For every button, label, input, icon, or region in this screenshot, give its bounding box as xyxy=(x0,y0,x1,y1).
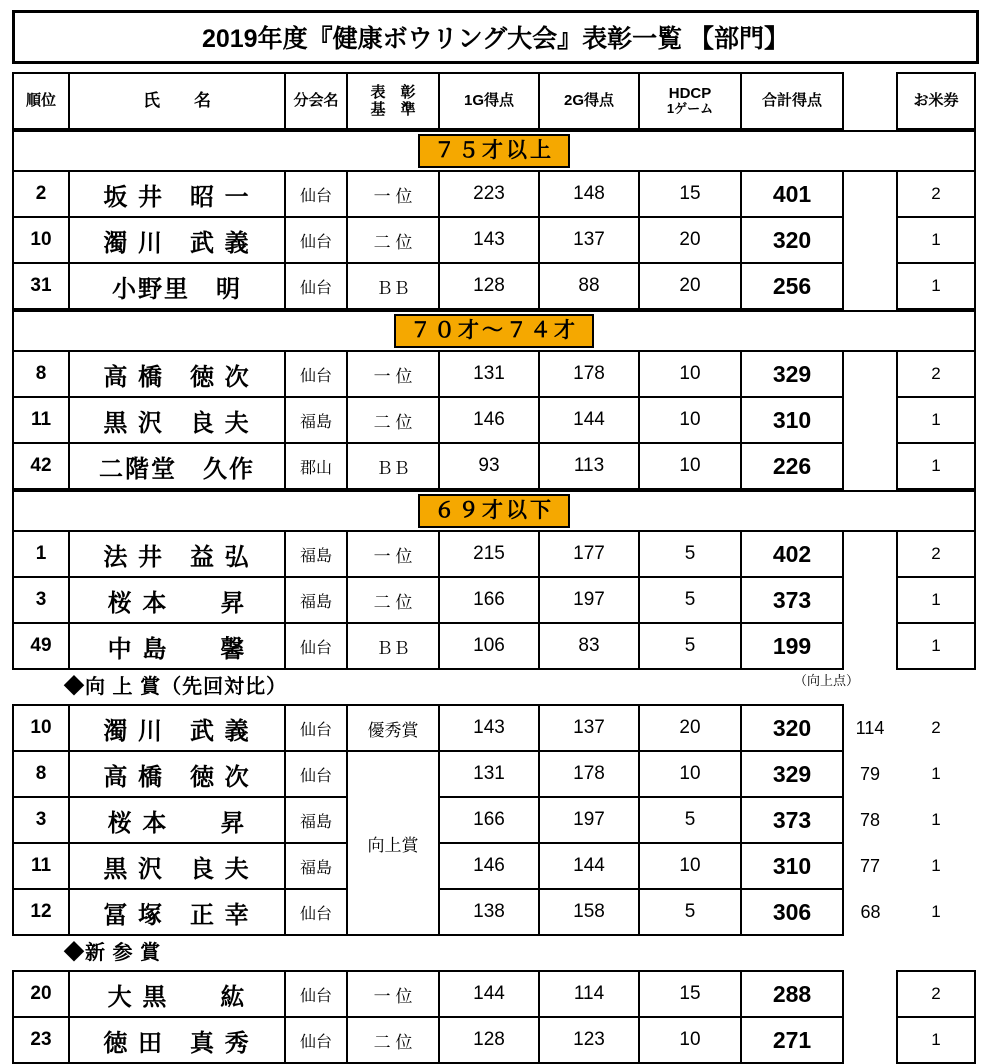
col-header-gain-spacer xyxy=(843,73,897,129)
newcomer-heading-row xyxy=(12,936,979,970)
cell-gain: 114 xyxy=(855,717,885,738)
cell-game2: 83 xyxy=(539,623,639,669)
cell-name: 二階堂 久作 xyxy=(69,443,285,489)
cell-rank: 11 xyxy=(13,843,69,889)
cell-rank: 20 xyxy=(13,971,69,1017)
cell-game2: 178 xyxy=(539,351,639,397)
table-row xyxy=(13,705,975,751)
cell-total: 320 xyxy=(741,217,843,263)
section-70-table xyxy=(12,310,976,490)
cell-game1: 138 xyxy=(439,889,539,935)
table-row xyxy=(13,531,975,577)
cell-branch: 仙台 xyxy=(285,1017,347,1063)
cell-hdcp: 5 xyxy=(639,623,741,669)
col-header-hdcp xyxy=(639,73,741,129)
col-header-hdcp-line1: HDCP xyxy=(668,84,712,102)
cell-hdcp: 10 xyxy=(639,1017,741,1063)
cell-game2: 144 xyxy=(539,397,639,443)
category-band-row xyxy=(13,131,975,171)
cell-rank: 12 xyxy=(13,889,69,935)
cell-gain-spacer xyxy=(843,577,897,623)
cell-hdcp: 5 xyxy=(639,797,741,843)
cell-game1: 143 xyxy=(439,705,539,751)
improvement-section xyxy=(12,670,979,936)
cell-name: 中 島 馨 xyxy=(69,623,285,669)
cell-rank: 8 xyxy=(13,351,69,397)
cell-gain-spacer xyxy=(843,397,897,443)
cell-branch: 仙台 xyxy=(285,889,347,935)
header-table xyxy=(12,72,976,130)
cell-branch: 福島 xyxy=(285,797,347,843)
cell-rice: 1 xyxy=(931,810,941,829)
cell-total: 373 xyxy=(741,577,843,623)
cell-game1: 223 xyxy=(439,171,539,217)
cell-award: 一 位 xyxy=(347,351,439,397)
page-title: 2019年度『健康ボウリング大会』表彰一覧 【部門】 xyxy=(201,25,790,53)
cell-name: 高 橋 徳 次 xyxy=(69,751,285,797)
cell-total: 310 xyxy=(741,843,843,889)
cell-game1: 144 xyxy=(439,971,539,1017)
cell-game1: 166 xyxy=(439,577,539,623)
cell-gain: 79 xyxy=(859,763,881,784)
cell-game1: 128 xyxy=(439,1017,539,1063)
cell-award: ＢＢ xyxy=(347,623,439,669)
cell-rank: 49 xyxy=(13,623,69,669)
cell-name: 濁 川 武 義 xyxy=(69,705,285,751)
cell-total: 310 xyxy=(741,397,843,443)
cell-game2: 148 xyxy=(539,171,639,217)
cell-gain: 68 xyxy=(860,901,881,922)
cell-hdcp: 20 xyxy=(639,217,741,263)
cell-rice: 2 xyxy=(931,718,941,737)
cell-game1: 93 xyxy=(439,443,539,489)
cell-rice: 1 xyxy=(931,764,941,783)
cell-total: 401 xyxy=(741,171,843,217)
table-row xyxy=(13,971,975,1017)
cell-total: 373 xyxy=(741,797,843,843)
category-band-row xyxy=(13,491,975,531)
cell-branch: 福島 xyxy=(285,397,347,443)
table-row xyxy=(13,397,975,443)
col-header-hdcp-line2: 1ゲーム xyxy=(666,101,714,117)
cell-gain-spacer xyxy=(843,623,897,669)
cell-rice: 2 xyxy=(897,351,975,397)
cell-hdcp: 15 xyxy=(639,171,741,217)
cell-game2: 197 xyxy=(539,577,639,623)
cell-gain: 77 xyxy=(859,855,881,876)
cell-award-excellent: 優秀賞 xyxy=(347,705,439,751)
cell-award: ＢＢ xyxy=(347,443,439,489)
cell-rice: 1 xyxy=(897,443,975,489)
cell-rank: 10 xyxy=(13,217,69,263)
cell-game2: 137 xyxy=(539,705,639,751)
cell-rank: 31 xyxy=(13,263,69,309)
cell-hdcp: 15 xyxy=(639,971,741,1017)
cell-award: 一 位 xyxy=(347,171,439,217)
cell-rank: 2 xyxy=(13,171,69,217)
cell-hdcp: 10 xyxy=(639,351,741,397)
cell-award: 一 位 xyxy=(347,531,439,577)
cell-rice: 1 xyxy=(897,623,975,669)
cell-award: ＢＢ xyxy=(347,263,439,309)
improvement-heading-row xyxy=(12,670,979,704)
cell-rice: 1 xyxy=(897,217,975,263)
cell-hdcp: 10 xyxy=(639,443,741,489)
cell-total: 329 xyxy=(741,751,843,797)
newcomer-section xyxy=(12,936,979,1064)
category-band-label: ６９才以下 xyxy=(418,494,570,527)
cell-total: 320 xyxy=(741,705,843,751)
cell-total: 226 xyxy=(741,443,843,489)
cell-rank: 8 xyxy=(13,751,69,797)
section-75-wrap xyxy=(12,130,979,310)
cell-branch: 仙台 xyxy=(285,171,347,217)
table-row xyxy=(13,171,975,217)
cell-rice: 1 xyxy=(931,902,941,921)
cell-branch: 仙台 xyxy=(285,705,347,751)
cell-game2: 178 xyxy=(539,751,639,797)
category-band-cell xyxy=(13,131,975,171)
cell-branch: 福島 xyxy=(285,843,347,889)
spacer xyxy=(0,64,991,72)
cell-name: 高 橋 徳 次 xyxy=(69,351,285,397)
cell-hdcp: 5 xyxy=(639,889,741,935)
cell-gain-spacer xyxy=(843,263,897,309)
cell-game1: 131 xyxy=(439,351,539,397)
table-row xyxy=(13,751,975,797)
cell-game2: 114 xyxy=(539,971,639,1017)
cell-gain-spacer xyxy=(843,971,897,1017)
table-row xyxy=(13,889,975,935)
cell-game2: 144 xyxy=(539,843,639,889)
cell-total: 199 xyxy=(741,623,843,669)
cell-branch: 福島 xyxy=(285,577,347,623)
cell-rice: 1 xyxy=(897,397,975,443)
section-70-wrap xyxy=(12,310,979,490)
cell-game2: 158 xyxy=(539,889,639,935)
table-row xyxy=(13,443,975,489)
category-band-label: ７５才以上 xyxy=(418,134,570,167)
cell-award: 二 位 xyxy=(347,217,439,263)
cell-branch: 仙台 xyxy=(285,263,347,309)
cell-rank: 42 xyxy=(13,443,69,489)
cell-gain-spacer xyxy=(843,351,897,397)
improvement-note: （向上点） xyxy=(793,673,859,688)
page-title-box xyxy=(12,10,979,64)
cell-hdcp: 10 xyxy=(639,843,741,889)
cell-total: 271 xyxy=(741,1017,843,1063)
cell-total: 402 xyxy=(741,531,843,577)
col-header-award-line1: 表 彰 xyxy=(370,83,416,101)
col-header-game2: 2G得点 xyxy=(539,73,639,129)
cell-game1: 143 xyxy=(439,217,539,263)
cell-branch: 福島 xyxy=(285,531,347,577)
cell-game2: 123 xyxy=(539,1017,639,1063)
category-band-cell xyxy=(13,311,975,351)
cell-game1: 128 xyxy=(439,263,539,309)
cell-game2: 137 xyxy=(539,217,639,263)
cell-game2: 113 xyxy=(539,443,639,489)
cell-branch: 仙台 xyxy=(285,971,347,1017)
cell-total: 306 xyxy=(741,889,843,935)
cell-rank: 11 xyxy=(13,397,69,443)
table-row xyxy=(13,797,975,843)
cell-branch: 郡山 xyxy=(285,443,347,489)
cell-gain-spacer xyxy=(843,171,897,217)
cell-hdcp: 20 xyxy=(639,705,741,751)
cell-rice: 1 xyxy=(897,577,975,623)
cell-name: 坂 井 昭 一 xyxy=(69,171,285,217)
cell-gain-spacer xyxy=(843,531,897,577)
cell-name: 大 黒 紘 xyxy=(69,971,285,1017)
cell-rank: 1 xyxy=(13,531,69,577)
cell-gain-spacer xyxy=(843,217,897,263)
category-band-cell xyxy=(13,491,975,531)
cell-hdcp: 10 xyxy=(639,751,741,797)
cell-award: 一 位 xyxy=(347,971,439,1017)
cell-branch: 仙台 xyxy=(285,217,347,263)
col-header-total: 合計得点 xyxy=(741,73,843,129)
cell-name: 黒 沢 良 夫 xyxy=(69,397,285,443)
cell-rank: 10 xyxy=(13,705,69,751)
col-header-game1: 1G得点 xyxy=(439,73,539,129)
cell-hdcp: 10 xyxy=(639,397,741,443)
cell-game2: 197 xyxy=(539,797,639,843)
col-header-award xyxy=(347,73,439,129)
cell-hdcp: 5 xyxy=(639,577,741,623)
cell-rice: 2 xyxy=(897,171,975,217)
cell-name: 徳 田 真 秀 xyxy=(69,1017,285,1063)
col-header-award-line2: 基 準 xyxy=(370,101,416,118)
section-69-wrap xyxy=(12,490,979,670)
table-row xyxy=(13,577,975,623)
header-table-wrap xyxy=(12,72,979,130)
cell-rice: 2 xyxy=(897,971,975,1017)
newcomer-table xyxy=(12,970,976,1064)
cell-rank: 23 xyxy=(13,1017,69,1063)
col-header-name: 氏 名 xyxy=(69,73,285,129)
cell-name: 濁 川 武 義 xyxy=(69,217,285,263)
cell-name: 桜 本 昇 xyxy=(69,797,285,843)
col-header-rank: 順位 xyxy=(13,73,69,129)
improvement-heading: ◆向 上 賞（先回対比） xyxy=(64,676,288,698)
table-row xyxy=(13,217,975,263)
table-header-row xyxy=(13,73,975,129)
cell-game1: 166 xyxy=(439,797,539,843)
category-band-label: ７０才～７４才 xyxy=(394,314,594,347)
cell-award: 二 位 xyxy=(347,397,439,443)
cell-rice: 1 xyxy=(897,263,975,309)
col-header-branch: 分会名 xyxy=(285,73,347,129)
section-75-table xyxy=(12,130,976,310)
cell-game1: 106 xyxy=(439,623,539,669)
cell-game1: 146 xyxy=(439,397,539,443)
section-69-table xyxy=(12,490,976,670)
cell-branch: 仙台 xyxy=(285,623,347,669)
award-list-page xyxy=(0,10,991,1057)
cell-name: 桜 本 昇 xyxy=(69,577,285,623)
cell-game2: 88 xyxy=(539,263,639,309)
cell-award-improvement: 向上賞 xyxy=(347,751,439,935)
cell-game1: 215 xyxy=(439,531,539,577)
improvement-table xyxy=(12,704,976,936)
cell-hdcp: 5 xyxy=(639,531,741,577)
cell-name: 小野里 明 xyxy=(69,263,285,309)
cell-gain-spacer xyxy=(843,443,897,489)
cell-total: 256 xyxy=(741,263,843,309)
cell-rank: 3 xyxy=(13,577,69,623)
cell-hdcp: 20 xyxy=(639,263,741,309)
table-row xyxy=(13,351,975,397)
cell-award: 二 位 xyxy=(347,577,439,623)
cell-game2: 177 xyxy=(539,531,639,577)
cell-name: 法 井 益 弘 xyxy=(69,531,285,577)
cell-branch: 仙台 xyxy=(285,351,347,397)
table-row xyxy=(13,623,975,669)
cell-rice: 1 xyxy=(897,1017,975,1063)
cell-rice: 1 xyxy=(931,856,941,875)
cell-name: 冨 塚 正 幸 xyxy=(69,889,285,935)
newcomer-heading: ◆新 参 賞 xyxy=(64,942,162,964)
cell-award: 二 位 xyxy=(347,1017,439,1063)
cell-gain: 78 xyxy=(859,809,881,830)
table-row xyxy=(13,263,975,309)
cell-rank: 3 xyxy=(13,797,69,843)
cell-name: 黒 沢 良 夫 xyxy=(69,843,285,889)
category-band-row xyxy=(13,311,975,351)
cell-rice: 2 xyxy=(897,531,975,577)
cell-game1: 131 xyxy=(439,751,539,797)
cell-total: 329 xyxy=(741,351,843,397)
cell-game1: 146 xyxy=(439,843,539,889)
cell-branch: 仙台 xyxy=(285,751,347,797)
table-row xyxy=(13,843,975,889)
cell-total: 288 xyxy=(741,971,843,1017)
col-header-rice: お米券 xyxy=(897,73,975,129)
